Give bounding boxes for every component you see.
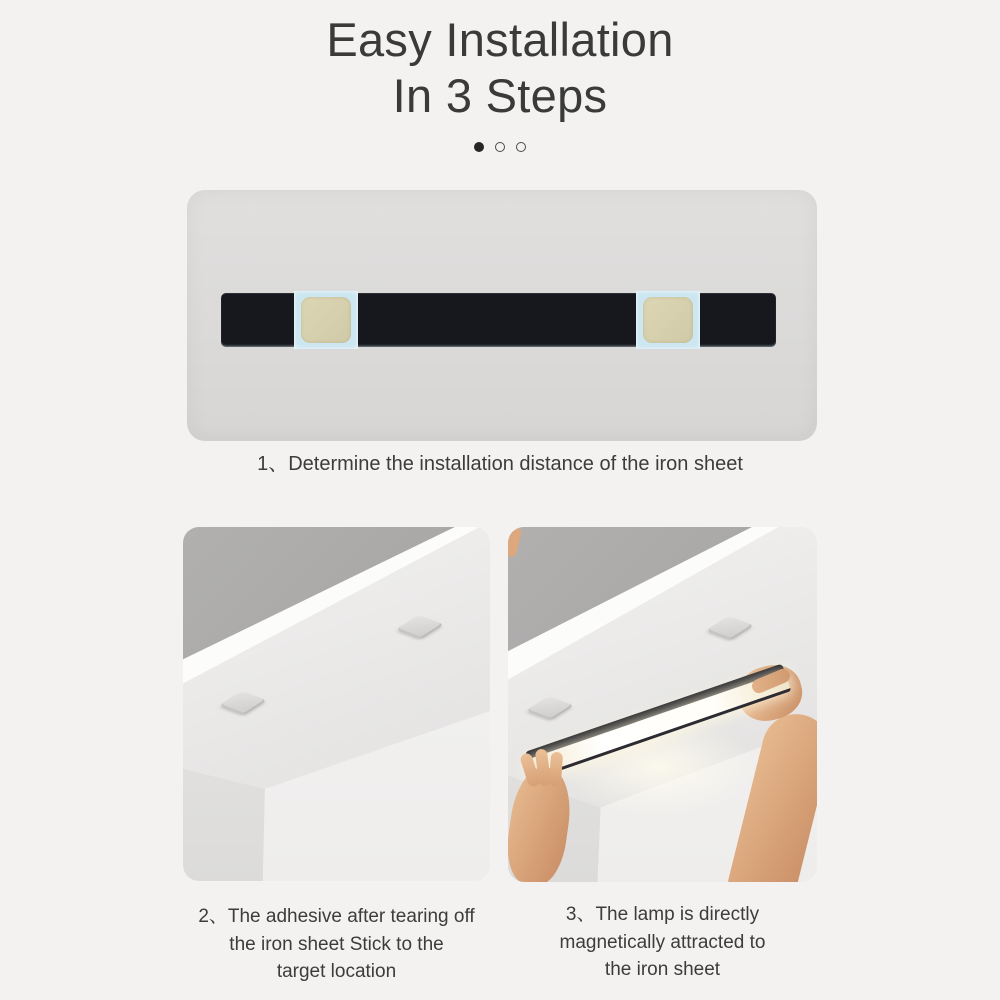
step1-image-card — [187, 190, 817, 441]
magnet-pad-left — [301, 297, 351, 343]
step3-caption-line: 3、The lamp is directly — [565, 904, 760, 925]
carousel-dot-3[interactable] — [516, 142, 526, 152]
step2-caption-line: 2、The adhesive after tearing off — [198, 906, 475, 927]
left-hand-finger — [549, 752, 563, 787]
adhesive-liner-left — [294, 291, 358, 349]
title-line-1: Easy Installation — [326, 13, 674, 66]
step3-caption-line: magnetically attracted to — [559, 931, 766, 953]
carousel-dots — [0, 142, 1000, 152]
step1-caption-line: 1、Determine the installation distance of the iron sheet — [257, 453, 743, 475]
step2-caption-line: target location — [276, 961, 397, 982]
step2-caption — [173, 903, 500, 986]
page-title — [0, 12, 1000, 124]
title-line-2: In 3 Steps — [392, 69, 608, 122]
adhesive-liner-right — [636, 291, 700, 349]
step1-caption — [0, 450, 1000, 478]
step2-caption-line: the iron sheet Stick to the — [229, 933, 444, 955]
step3-caption — [498, 901, 827, 984]
step3-caption-line: the iron sheet — [604, 959, 721, 980]
magnet-pad-right — [643, 297, 693, 343]
step2-image-card — [183, 527, 490, 881]
carousel-dot-1[interactable] — [474, 142, 484, 152]
led-bar-back — [221, 293, 776, 347]
carousel-dot-2[interactable] — [495, 142, 505, 152]
step3-image-card — [508, 527, 817, 882]
